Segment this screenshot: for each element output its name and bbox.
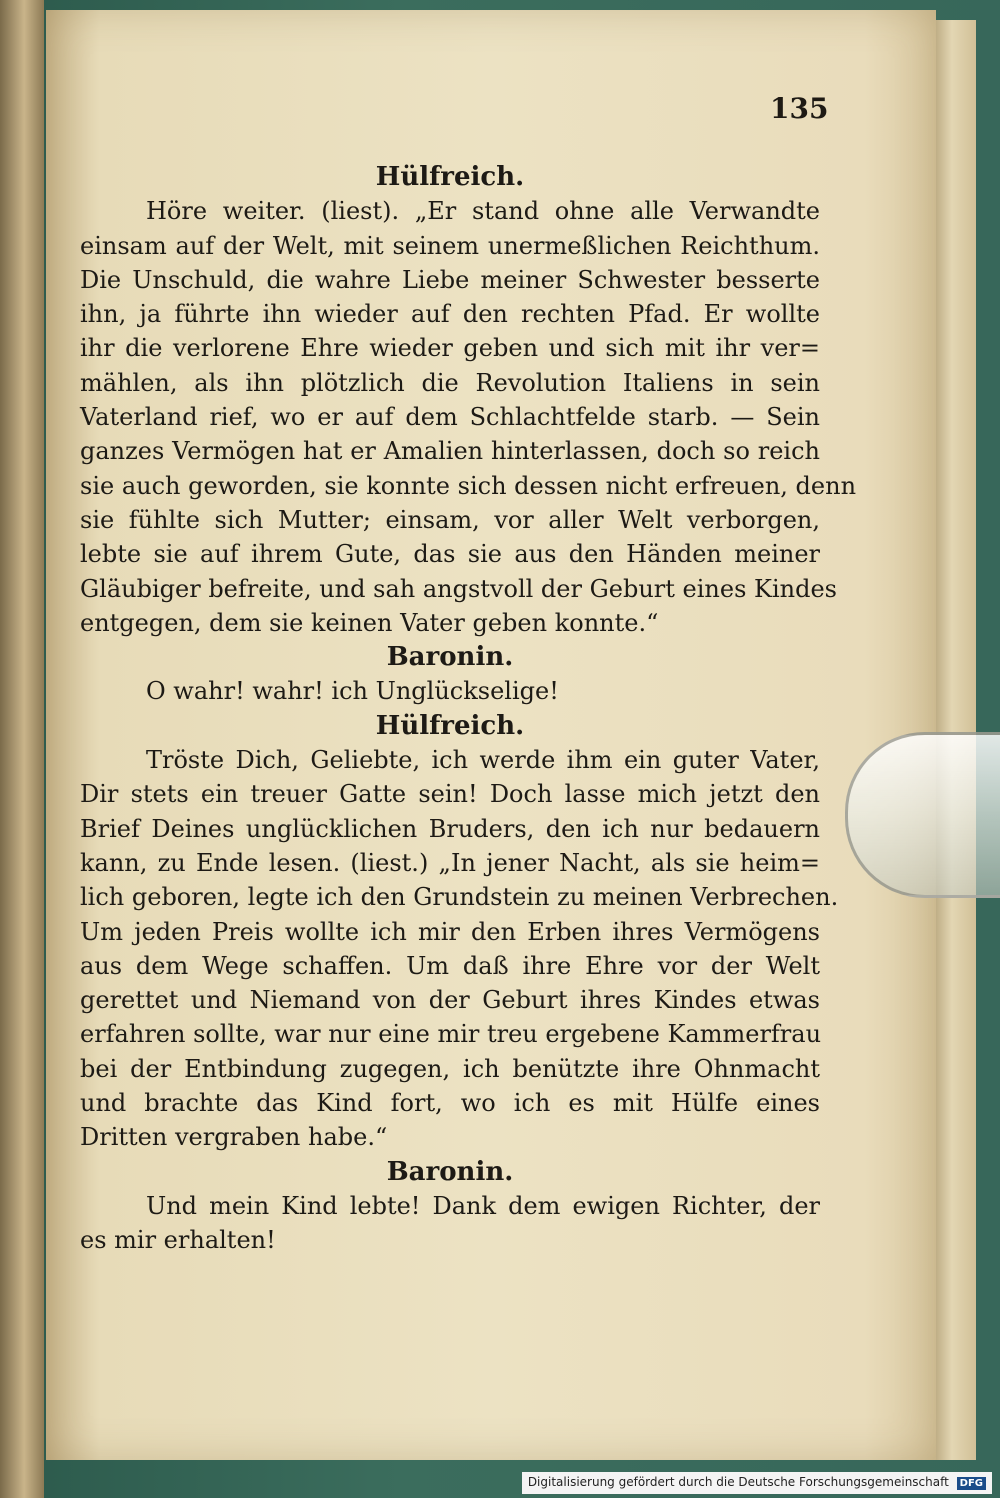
bookmark-clip — [845, 732, 1000, 898]
text-line: O wahr! wahr! ich Unglückselige! — [146, 677, 559, 706]
text-line: lebte sie auf ihrem Gute, das sie aus den Händen meiner — [80, 540, 820, 569]
text-line: ihr die verlorene Ehre wieder geben und sich mit ihr ver= — [80, 334, 820, 363]
speaker-name: Hülfreich. — [375, 162, 525, 192]
text-line: es mir erhalten! — [80, 1226, 276, 1255]
text-line: Dir stets ein treuer Gatte sein! Doch lasse mich jetzt den — [80, 780, 820, 809]
page-number: 135 — [770, 92, 829, 125]
text-line: lich geboren, legte ich den Grundstein zu meinen Verbrechen. — [80, 883, 839, 912]
text-line: Dritten vergraben habe.“ — [80, 1123, 388, 1152]
text-line: kann, zu Ende lesen. (liest.) „In jener Nacht, als sie heim= — [80, 848, 820, 877]
text-line: entgegen, dem sie keinen Vater geben konnte.“ — [80, 608, 659, 637]
text-line: sie fühlte sich Mutter; einsam, vor aller Welt verborgen, — [80, 505, 820, 534]
footer-credit-text: Digitalisierung gefördert durch die Deutsche Forschungsgemeinschaft — [527, 1475, 949, 1489]
text-line: Tröste Dich, Geliebte, ich werde ihm ein guter Vater, — [146, 746, 820, 775]
text-line: erfahren sollte, war nur eine mir treu ergebene Kammerfrau — [80, 1020, 822, 1049]
dfg-logo: DFG — [957, 1477, 986, 1490]
footer-credit — [522, 1472, 992, 1494]
page-text — [80, 160, 857, 1258]
text-line: Und mein Kind lebte! Dank dem ewigen Richter, der — [146, 1191, 820, 1220]
speaker-name: Hülfreich. — [375, 710, 525, 741]
text-line: und brachte das Kind fort, wo ich es mit Hülfe eines — [80, 1089, 820, 1118]
text-line: einsam auf der Welt, mit seinem unermeßlichen Reichthum. — [80, 231, 820, 260]
left-page-edge — [0, 0, 44, 1498]
speaker-name: Baronin. — [386, 1156, 514, 1187]
text-line: bei der Entbindung zugegen, ich benützte ihre Ohnmacht — [80, 1054, 820, 1083]
text-line: gerettet und Niemand von der Geburt ihres Kindes etwas — [80, 986, 820, 1015]
text-line: Höre weiter. (liest). „Er stand ohne alle Verwandte — [146, 197, 820, 226]
text-line: Um jeden Preis wollte ich mir den Erben ihres Vermögens — [80, 917, 820, 946]
text-line: Gläubiger befreite, und sah angstvoll der Geburt eines Kindes — [80, 574, 837, 603]
text-line: Die Unschuld, die wahre Liebe meiner Schwester besserte — [80, 265, 820, 294]
text-line: ihn, ja führte ihn wieder auf den rechten Pfad. Er wollte — [80, 300, 820, 329]
text-line: sie auch geworden, sie konnte sich dessen nicht erfreuen, denn — [80, 471, 857, 500]
text-line: Brief Deines unglücklichen Bruders, den ich nur bedauern — [80, 814, 820, 843]
text-line: aus dem Wege schaffen. Um daß ihre Ehre vor der Welt — [80, 951, 820, 980]
text-line: ganzes Vermögen hat er Amalien hinterlassen, doch so reich — [80, 437, 820, 466]
text-line: mählen, als ihn plötzlich die Revolution Italiens in sein — [80, 368, 820, 397]
text-line: Vaterland rief, wo er auf dem Schlachtfelde starb. — Sein — [80, 403, 820, 432]
speaker-name: Baronin. — [386, 642, 514, 673]
